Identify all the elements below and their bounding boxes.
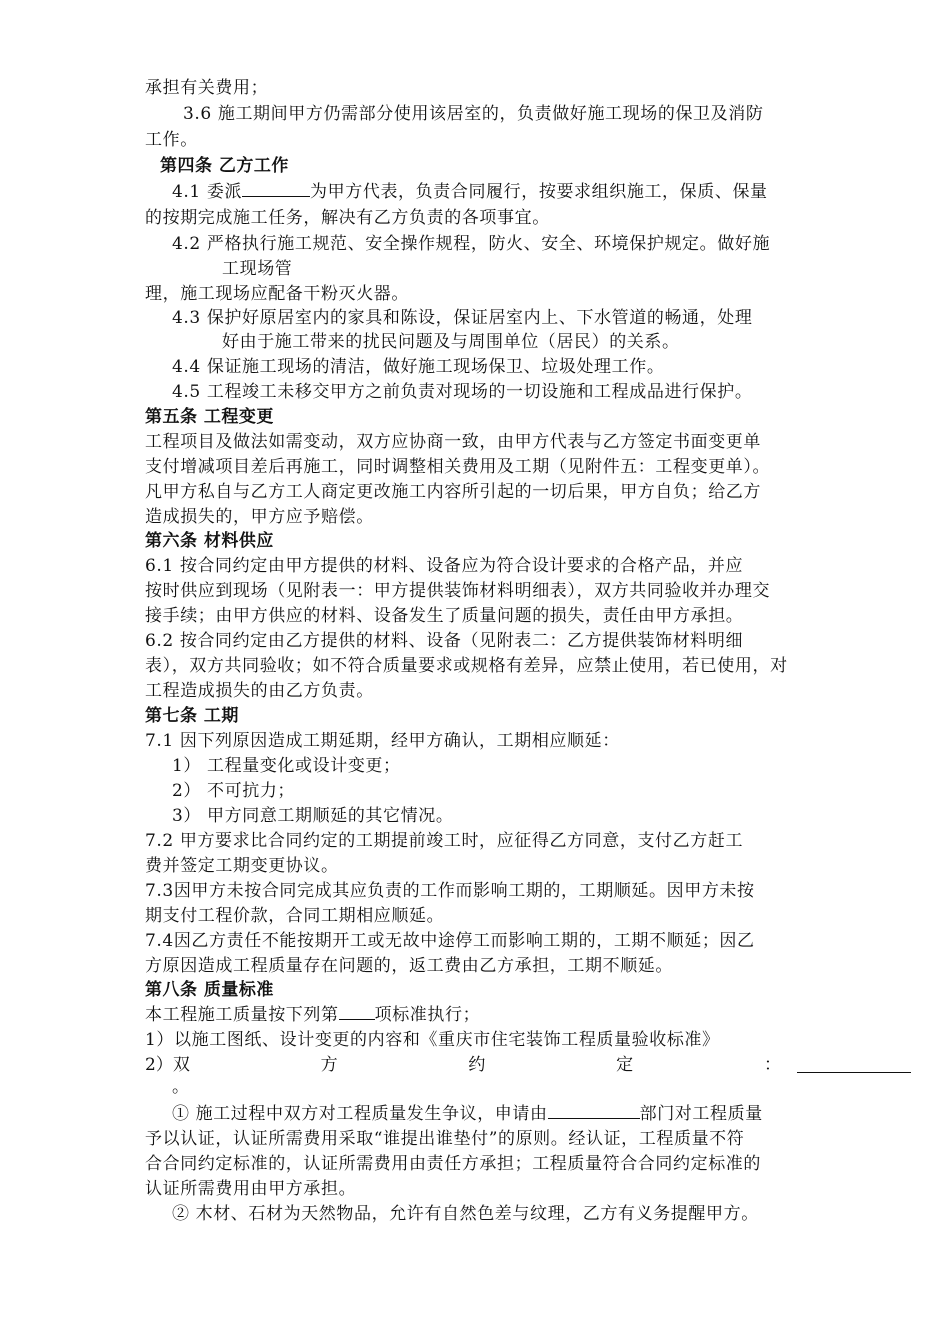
list-item-agreed	[145, 1052, 781, 1078]
spread-char: 2）双	[145, 1055, 190, 1075]
article-8-heading: 第八条 质量标准	[145, 980, 274, 1000]
clause-3-6: 3.6 施工期间甲方仍需部分使用该居室的，负责做好施工现场的保卫及消防	[183, 104, 764, 124]
clause-4-5: 4.5 工程竣工未移交甲方之前负责对现场的一切设施和工程成品进行保护。	[172, 382, 753, 402]
text-line: 理，施工现场应配备干粉灭火器。	[145, 284, 409, 304]
clause-text: 本工程施工质量按下列第	[145, 1005, 339, 1025]
quality-standard-line	[145, 1002, 480, 1028]
clause-4-2: 4.2 严格执行施工规范、安全操作规程，防火、安全、环境保护规定。做好施	[172, 234, 771, 254]
fill-in-blank[interactable]	[797, 1071, 911, 1073]
clause-7-4: 7.4因乙方责任不能按期开工或无故中途停工而影响工期的，工期不顺延；因乙	[145, 931, 755, 951]
list-item: 2） 不可抗力；	[172, 781, 296, 801]
spread-char: 约	[468, 1055, 486, 1075]
fill-in-blank[interactable]	[548, 1102, 640, 1119]
text-line: 予以认证，认证所需费用采取“谁提出谁垫付”的原则。经认证，工程质量不符	[145, 1129, 745, 1149]
text-line: 造成损失的，甲方应予赔偿。	[145, 507, 374, 527]
text-line: 按时供应到现场（见附表一：甲方提供装饰材料明细表），双方共同验收并办理交	[145, 581, 771, 601]
list-item: 1） 工程量变化或设计变更；	[172, 756, 401, 776]
clause-4-3: 4.3 保护好原居室内的家具和陈设，保证居室内上、下水管道的畅通，处理	[172, 308, 753, 328]
text-line: 好由于施工带来的扰民问题及与周围单位（居民）的关系。	[222, 332, 680, 352]
clause-7-3: 7.3因甲方未按合同完成其应负责的工作而影响工期的，工期顺延。因甲方未按	[145, 881, 755, 901]
text-line: 工现场管	[222, 259, 293, 279]
text-line: 承担有关费用；	[145, 78, 269, 98]
clause-text: ① 施工过程中双方对工程质量发生争议，申请由	[172, 1104, 548, 1124]
list-item: 3） 甲方同意工期顺延的其它情况。	[172, 806, 454, 826]
spread-char: 定	[616, 1055, 634, 1075]
text-line: 支付增减项目差后再施工，同时调整相关费用及工期（见附件五：工程变更单）。	[145, 457, 771, 477]
article-5-heading: 第五条 工程变更	[145, 407, 274, 427]
text-line: 工程项目及做法如需变动，双方应协商一致，由甲方代表与乙方签定书面变更单	[145, 432, 761, 452]
clause-7-2: 7.2 甲方要求比合同约定的工期提前竣工时，应征得乙方同意，支付乙方赶工	[145, 831, 744, 851]
text-line: 期支付工程价款，合同工期相应顺延。	[145, 906, 445, 926]
text-line: 凡甲方私自与乙方工人商定更改施工内容所引起的一切后果，甲方自负；给乙方	[145, 482, 761, 502]
fill-in-blank[interactable]	[242, 180, 310, 197]
clause-text: 4.1 委派	[172, 182, 243, 202]
article-7-heading: 第七条 工期	[145, 706, 239, 726]
clause-text: 项标准执行；	[374, 1005, 481, 1025]
fill-in-blank[interactable]	[339, 1003, 375, 1020]
text-line: 方原因造成工程质量存在问题的，返工费由乙方承担，工期不顺延。	[145, 956, 673, 976]
text-line: 认证所需费用由甲方承担。	[145, 1179, 357, 1199]
list-item: 1）以施工图纸、设计变更的内容和《重庆市住宅装饰工程质量验收标准》	[145, 1030, 720, 1050]
text-line: 的按期完成施工任务，解决有乙方负责的各项事宜。	[145, 208, 550, 228]
text-line: 工程造成损失的由乙方负责。	[145, 681, 374, 701]
clause-4-1	[172, 179, 768, 205]
clause-circle-1	[172, 1101, 763, 1127]
clause-text: 为甲方代表，负责合同履行，按要求组织施工，保质、保量	[310, 182, 768, 202]
clause-circle-2: ② 木材、石材为天然物品，允许有自然色差与纹理，乙方有义务提醒甲方。	[172, 1204, 759, 1224]
clause-4-4: 4.4 保证施工现场的清洁，做好施工现场保卫、垃圾处理工作。	[172, 357, 665, 377]
article-4-heading: 第四条 乙方工作	[160, 156, 289, 176]
spread-char: ：	[763, 1055, 781, 1075]
clause-7-1: 7.1 因下列原因造成工期延期，经甲方确认，工期相应顺延：	[145, 731, 620, 751]
clause-text: 部门对工程质量	[639, 1104, 763, 1124]
text-line: 合合同约定标准的，认证所需费用由责任方承担；工程质量符合合同约定标准的	[145, 1154, 761, 1174]
text-line: 工作。	[145, 130, 198, 150]
article-6-heading: 第六条 材料供应	[145, 531, 274, 551]
text-line: 。	[172, 1077, 190, 1097]
text-line: 接手续；由甲方供应的材料、设备发生了质量问题的损失，责任由甲方承担。	[145, 606, 744, 626]
spread-char: 方	[320, 1055, 338, 1075]
clause-6-1: 6.1 按合同约定由甲方提供的材料、设备应为符合设计要求的合格产品，并应	[145, 556, 744, 576]
text-line: 费并签定工期变更协议。	[145, 856, 339, 876]
clause-6-2: 6.2 按合同约定由乙方提供的材料、设备（见附表二：乙方提供装饰材料明细	[145, 631, 744, 651]
text-line: 表），双方共同验收；如不符合质量要求或规格有差异，应禁止使用，若已使用，对	[145, 656, 788, 676]
